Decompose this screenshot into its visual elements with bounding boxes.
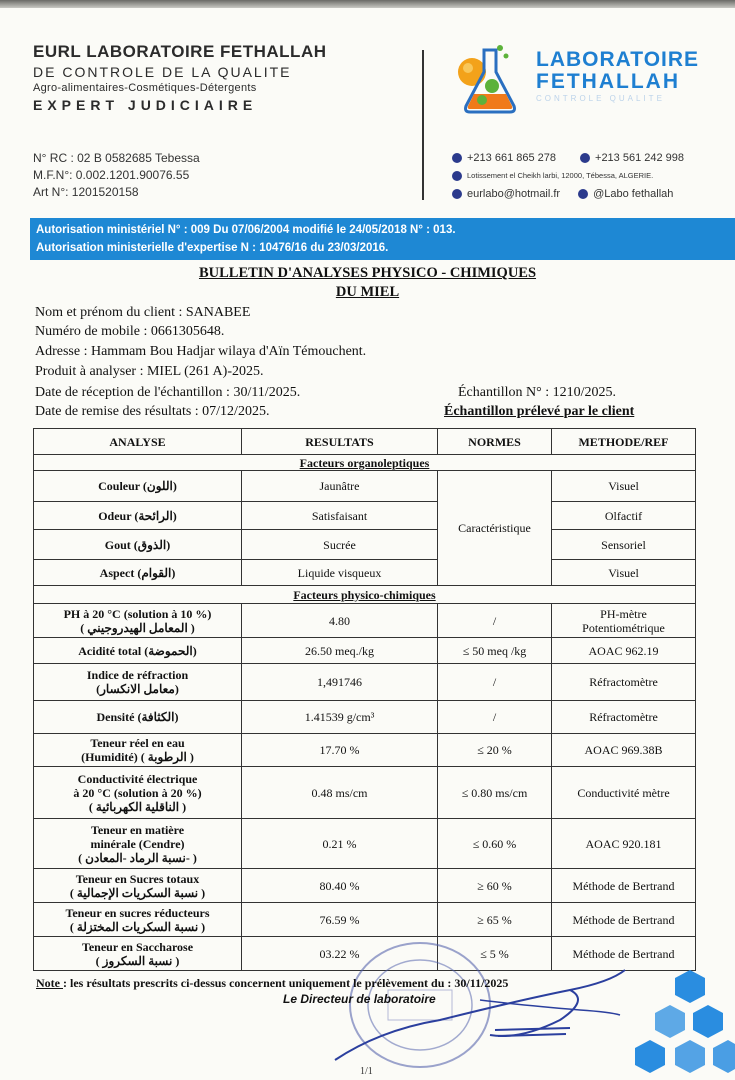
method-cell: Méthode de Bertrand	[552, 937, 696, 971]
header-methode: METHODE/REF	[552, 429, 696, 455]
analysis-line-ar: (معامل الانكسار)	[96, 682, 179, 696]
analysis-line: Indice de réfraction	[86, 668, 189, 682]
company-header	[33, 42, 327, 113]
analysis-cell	[34, 664, 242, 701]
analysis-line-ar: ( الناقلية الكهربائية )	[88, 799, 187, 814]
table-row	[34, 530, 696, 560]
analysis-line: Conductivité électrique	[77, 771, 198, 786]
mf-number: M.F.N°: 0.002.1201.90076.55	[33, 168, 190, 182]
rc-number: N° RC : 02 B 0582685 Tebessa	[33, 151, 200, 165]
analysis-cell	[34, 604, 242, 638]
norm-cell: ≤ 0.80 ms/cm	[438, 767, 552, 819]
sample-number: Échantillon N° : 1210/2025.	[458, 385, 617, 400]
scan-edge	[0, 0, 735, 8]
analysis-line: Teneur réel en eau	[90, 736, 185, 750]
result-cell: 4.80	[242, 604, 438, 638]
result-cell: 1,491746	[242, 664, 438, 701]
norm-cell: ≤ 20 %	[438, 734, 552, 767]
analysis-line: PH à 20 °C (solution à 10 %)	[63, 606, 212, 621]
analysis-cell: Couleur (اللون)	[34, 471, 242, 502]
bulletin-title: BULLETIN D'ANALYSES PHYSICO - CHIMIQUES	[198, 265, 537, 281]
analysis-cell	[34, 937, 242, 971]
norm-cell: ≤ 5 %	[438, 937, 552, 971]
method-cell: AOAC 920.181	[552, 819, 696, 869]
bulletin-subtitle: DU MIEL	[335, 284, 400, 300]
phone1: +213 661 865 278	[467, 152, 557, 164]
norm-cell: ≤ 50 meq /kg	[438, 638, 552, 664]
method-cell: Réfractomètre	[552, 701, 696, 734]
method-cell: Sensoriel	[552, 530, 696, 560]
header-analyse: ANALYSE	[34, 429, 242, 455]
phone2: +213 561 242 998	[595, 152, 685, 164]
art-number: Art N°: 1201520158	[33, 185, 139, 199]
logo-text	[536, 48, 699, 103]
header-resultats: RESULTATS	[242, 429, 438, 455]
table-row	[34, 502, 696, 530]
norm-cell: ≥ 65 %	[438, 903, 552, 937]
norm-cell: ≥ 60 %	[438, 869, 552, 903]
norm-cell: ≤ 0.60 %	[438, 819, 552, 869]
result-cell: Jaunâtre	[242, 471, 438, 502]
result-cell: Liquide visqueux	[242, 560, 438, 586]
result-cell: 76.59 %	[242, 903, 438, 937]
table-row	[34, 819, 696, 869]
result-cell: 0.21 %	[242, 819, 438, 869]
analysis-line: à 20 °C (solution à 20 %)	[73, 785, 202, 800]
method-cell: Réfractomètre	[552, 664, 696, 701]
analysis-line-ar: ( المعامل الهيدروجيني )	[80, 620, 195, 635]
analysis-cell: Densité (الكثافة)	[34, 701, 242, 734]
analysis-line-ar: (Humidité) ( الرطوبة )	[81, 750, 194, 764]
registration-ids	[33, 150, 200, 201]
analysis-line: Teneur en Saccharose	[81, 939, 194, 954]
table-row	[34, 767, 696, 819]
result-cell: 1.41539 g/cm³	[242, 701, 438, 734]
logo-line3: CONTROLE QUALITE	[536, 94, 665, 103]
method-cell: AOAC 962.19	[552, 638, 696, 664]
analysis-cell: Acidité total (الحموضة)	[34, 638, 242, 664]
table-row	[34, 664, 696, 701]
analysis-cell	[34, 819, 242, 869]
analysis-line: minérale (Cendre)	[90, 836, 185, 851]
email: eurlabo@hotmail.fr	[467, 188, 561, 200]
method-cell: Visuel	[552, 560, 696, 586]
method-cell: Méthode de Bertrand	[552, 903, 696, 937]
client-address: Adresse : Hammam Bou Hadjar wilaya d'Aïn Témouchent.	[35, 344, 367, 359]
analysis-cell: Aspect (القوام)	[34, 560, 242, 586]
analysis-line: Teneur en matière	[90, 822, 185, 837]
note-label: Note	[36, 976, 63, 990]
method-cell: AOAC 969.38B	[552, 734, 696, 767]
director-label: Le Directeur de laboratoire	[283, 992, 436, 1006]
results-date: Date de remise des résultats : 07/12/2025.	[35, 404, 270, 419]
method-cell: Olfactif	[552, 502, 696, 530]
facebook: @Labo fethallah	[593, 188, 674, 200]
table-row	[34, 734, 696, 767]
section-organoleptic: Facteurs organoleptiques	[34, 455, 696, 471]
method-cell: Méthode de Bertrand	[552, 869, 696, 903]
result-cell: 80.40 %	[242, 869, 438, 903]
result-cell: 17.70 %	[242, 734, 438, 767]
result-cell: Satisfaisant	[242, 502, 438, 530]
company-domains: Agro-alimentaires-Cosmétiques-Détergents	[33, 82, 257, 94]
analysis-cell: Odeur (الرائحة)	[34, 502, 242, 530]
signature-icon	[320, 960, 650, 1070]
header-divider	[422, 50, 424, 200]
reception-date: Date de réception de l'échantillon : 30/11/2025.	[35, 385, 301, 400]
table-row	[34, 701, 696, 734]
table-row	[34, 560, 696, 586]
method-line: Potentiométrique	[582, 620, 665, 635]
results-table	[33, 428, 696, 971]
logo-line1: LABORATOIRE	[536, 48, 700, 71]
sampled-by: Échantillon prélevé par le client	[444, 404, 635, 419]
result-cell: 26.50 meq./kg	[242, 638, 438, 664]
authorization-band	[30, 218, 735, 260]
result-cell: 0.48 ms/cm	[242, 767, 438, 819]
facebook-icon	[578, 189, 588, 199]
analysis-line: Teneur en Sucres totaux	[75, 871, 200, 886]
company-expert: EXPERT JUDICIAIRE	[33, 97, 258, 113]
norm-cell: /	[438, 664, 552, 701]
authorization-line2: Autorisation ministerielle d'expertise N : 10476/16 du 23/03/2016.	[36, 242, 389, 254]
method-cell	[552, 604, 696, 638]
norm-cell: /	[438, 604, 552, 638]
section-physico: Facteurs physico-chimiques	[34, 586, 696, 604]
authorization-line1: Autorisation ministériel N° : 009 Du 07/06/2004 modifié le 24/05/2018 N° : 013.	[36, 224, 456, 236]
lab-address: Lotissement el Cheikh larbi, 12000, Tébessa, ALGERIE.	[467, 171, 654, 180]
method-cell: Conductivité mètre	[552, 767, 696, 819]
header-normes: NORMES	[438, 429, 552, 455]
norm-cell: Caractéristique	[438, 471, 552, 586]
table-row	[34, 604, 696, 638]
analysis-line-ar: ( نسبة السكروز )	[95, 953, 180, 968]
result-cell: Sucrée	[242, 530, 438, 560]
location-icon	[452, 171, 462, 181]
norm-cell: /	[438, 701, 552, 734]
method-line: PH-mètre	[600, 606, 647, 621]
company-subtitle: DE CONTROLE DE LA QUALITE	[33, 64, 292, 80]
table-row	[34, 903, 696, 937]
phone-icon	[452, 153, 462, 163]
table-row	[34, 638, 696, 664]
table-row	[34, 869, 696, 903]
method-cell: Visuel	[552, 471, 696, 502]
analysis-cell	[34, 767, 242, 819]
analysis-cell	[34, 869, 242, 903]
note-text: : les résultats prescrits ci-dessus concernent uniquement le prélèvement du : 30/11/2025	[63, 976, 509, 990]
contact-block	[452, 149, 684, 203]
analysis-line: Teneur en sucres réducteurs	[65, 905, 210, 920]
analysis-cell	[34, 903, 242, 937]
flask-logo-icon	[452, 42, 532, 116]
company-name: EURL LABORATOIRE FETHALLAH	[33, 42, 327, 61]
analysis-line-ar: ( نسبة السكريات الإجمالية )	[69, 885, 206, 900]
analysis-line-ar: ( نسبة الرماد -المعادن- )	[78, 850, 197, 865]
whatsapp-icon	[580, 153, 590, 163]
client-mobile: Numéro de mobile : 0661305648.	[35, 324, 225, 339]
page-number: 1/1	[360, 1066, 373, 1077]
product: Produit à analyser : MIEL (261 A)-2025.	[35, 364, 264, 379]
analysis-line-ar: ( نسبة السكريات المختزلة )	[69, 919, 206, 934]
table-header-row	[34, 429, 696, 455]
analysis-cell	[34, 734, 242, 767]
client-name: Nom et prénom du client : SANABEE	[35, 305, 251, 320]
email-icon	[452, 189, 462, 199]
result-cell: 03.22 %	[242, 937, 438, 971]
analysis-cell: Gout (الذوق)	[34, 530, 242, 560]
table-row	[34, 471, 696, 502]
logo-line2: FETHALLAH	[536, 70, 680, 93]
